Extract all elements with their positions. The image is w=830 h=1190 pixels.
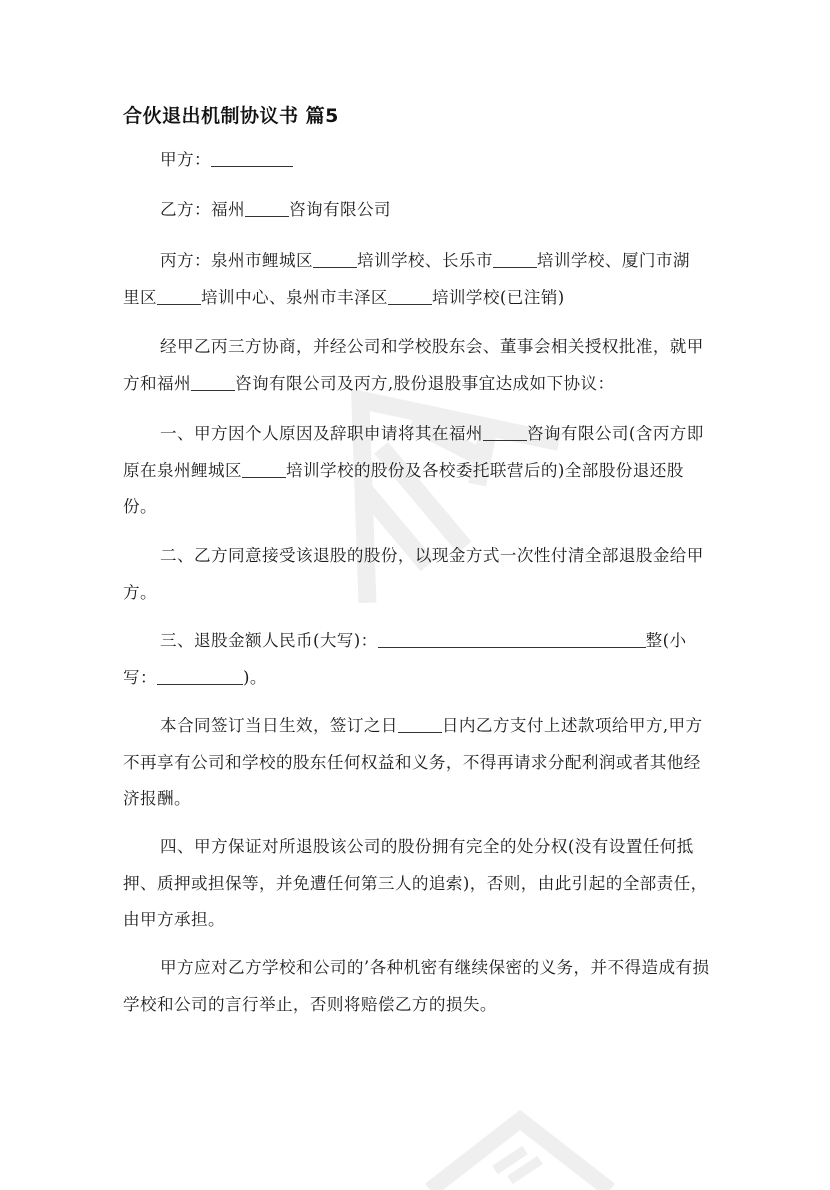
text-segment: 本合同签订当日生效，签订之日 [160,716,398,735]
text-segment: 经甲乙丙三方协商，并经公司和学校股东会、董事会相关授权批准，就甲 [160,337,704,356]
text-segment: 三、退股金额人民币(大写)： [160,631,378,650]
party-a-blank[interactable] [211,149,293,167]
text-segment: 甲方应对乙方学校和公司的’各种机密有继续保密的义务，并不得造成有损 [160,958,710,977]
text-segment: 份。 [123,497,157,516]
fill-blank[interactable] [493,250,537,268]
document-title: 合伙退出机制协议书 篇5 [123,105,339,127]
fill-blank[interactable] [157,287,201,305]
clause-1-paragraph [123,416,707,526]
clause-3-paragraph [123,623,707,696]
text-segment: 整(小 [645,631,687,650]
fill-blank[interactable] [388,287,432,305]
text-segment: 里区 [123,287,157,307]
amount-numeric-blank[interactable] [157,667,243,685]
text-segment: 方和福州 [123,373,191,393]
confidentiality-paragraph [123,950,710,1023]
party-b-suffix: 咨询有限公司 [288,200,391,219]
party-a-line [123,142,707,179]
text-segment: 押、质押或担保等，并免遭任何第三人的追索)，否则，由此引起的全部责任， [123,873,708,893]
text-segment: 一、甲方因个人原因及辞职申请将其在福州 [160,424,483,443]
text-segment: 培训学校(已注销) [431,287,565,307]
party-a-label: 甲方： [160,150,211,169]
text-segment: 咨询有限公司及丙方,股份退股事宜达成如下协议： [234,373,615,393]
text-segment: 培训学校、长乐市 [356,251,493,270]
text-segment: 由甲方承担。 [123,910,225,929]
fill-blank[interactable] [483,423,527,441]
fill-blank[interactable] [313,250,357,268]
text-segment: 学校和公司的言行举止，否则将赔偿乙方的损失。 [123,994,497,1014]
amount-uppercase-blank[interactable] [378,630,646,648]
text-segment: 丙方：泉州市鲤城区 [160,251,313,270]
text-segment: 写： [123,667,157,687]
party-b-blank[interactable] [245,199,289,217]
party-b-label: 乙方：福州 [160,200,245,219]
fill-blank[interactable] [191,373,235,391]
effective-paragraph [123,708,707,818]
text-segment: )。 [243,667,267,687]
text-segment: 培训学校、厦门市湖 [536,251,690,270]
clause-2-paragraph [123,538,707,611]
days-blank[interactable] [398,715,442,733]
clause-4-paragraph [123,829,707,939]
fill-blank[interactable] [242,460,286,478]
text-segment: 咨询有限公司(含丙方即 [526,424,704,443]
text-segment: 四、甲方保证对所退股该公司的股份拥有完全的处分权(没有设置任何抵 [160,837,694,856]
text-segment: 培训中心、泉州市丰泽区 [201,287,388,307]
text-segment: 培训学校的股份及各校委托联营后的)全部股份退还股 [285,460,684,480]
preamble-paragraph [123,329,707,402]
text-segment: 不再享有公司和学校的股东任何权益和义务，不得再请求分配利润或者其他经 [123,752,701,772]
party-c-paragraph [123,243,707,316]
watermark-logo-icon [400,1110,640,1190]
text-segment: 原在泉州鲤城区 [123,460,242,480]
text-segment: 日内乙方支付上述款项给甲方,甲方 [441,716,703,735]
text-segment: 方。 [123,582,157,602]
party-b-line [123,192,707,229]
text-segment: 济报酬。 [123,789,191,808]
text-segment: 二、乙方同意接受该退股的股份，以现金方式一次性付清全部退股金给甲 [160,546,704,565]
